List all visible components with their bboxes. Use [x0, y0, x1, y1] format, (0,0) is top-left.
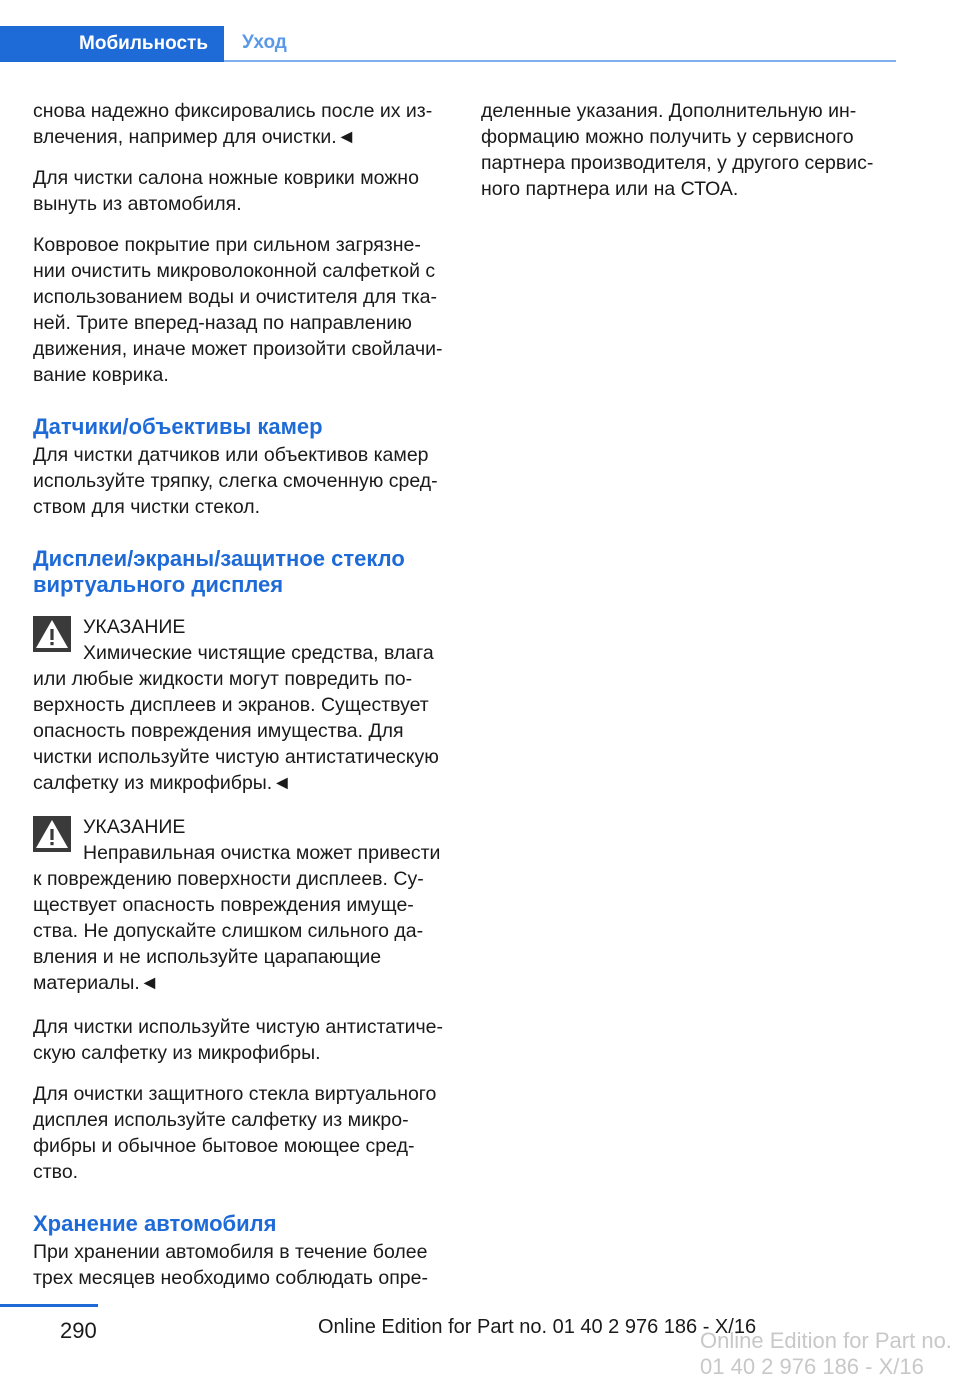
notice-lead: Неправильная очистка может привести: [83, 842, 441, 864]
notice-title: УКАЗАНИЕ: [83, 816, 186, 838]
header: [0, 0, 960, 64]
left-column: [33, 98, 453, 1306]
paragraph: При хранении автомобиля в течение более трех месяцев необходимо соблюдать опре-: [33, 1241, 428, 1289]
section-heading-storage: Хранение автомобиля: [33, 1211, 277, 1236]
tab-care[interactable]: Уход: [224, 26, 896, 62]
notice-body: или любые жидкости могут повредить по-верхность дисплеев и экранов. Существует опасность повреждения имущества. Для чистки используйте чистую антистатическую салфетку из микрофибры.◄: [33, 668, 439, 794]
notice-lead: Химические чистящие средства, влага: [83, 642, 434, 664]
paragraph: Для очистки защитного стекла виртуального дисплея используйте салфетку из микро-фибры и обычное бытовое моющее сред-ство.: [33, 1083, 437, 1183]
paragraph: деленные указания. Дополнительную ин-формацию можно получить у сервисного партнера производителя, у другого сервис-ного партнера или на СТОА.: [481, 100, 874, 200]
notice-block: [33, 614, 453, 796]
right-column: [481, 98, 901, 217]
paragraph: Для чистки салона ножные коврики можно вынуть из автомобиля.: [33, 167, 419, 215]
tab-mobility[interactable]: Мобильность: [0, 26, 224, 62]
notice-body: к повреждению поверхности дисплеев. Су-ществует опасность повреждения имуще-ства. Не допускайте слишком сильного да-вления и не используйте царапающие материалы.◄: [33, 868, 424, 994]
edition-line: Online Edition for Part no. 01 40 2 976 186 - X/16: [318, 1316, 757, 1338]
section-heading-sensors: Датчики/объективы камер: [33, 414, 323, 439]
paragraph: Для чистки используйте чистую антистатиче-скую салфетку из микрофибры.: [33, 1016, 444, 1064]
warning-triangle-icon: [33, 616, 71, 652]
warning-triangle-icon: [33, 816, 71, 852]
notice-block: [33, 814, 453, 996]
footer-rule: [0, 1304, 98, 1307]
watermark: Online Edition for Part no. 01 40 2 976 186 - X/16: [700, 1328, 952, 1379]
notice-title: УКАЗАНИЕ: [83, 616, 186, 638]
paragraph: Для чистки датчиков или объективов камер используйте тряпку, слегка смоченную сред-ством для чистки стекол.: [33, 444, 438, 518]
paragraph: снова надежно фиксировались после их из-влечения, например для очистки.◄: [33, 100, 433, 148]
page-number: 290: [60, 1318, 97, 1343]
paragraph: Ковровое покрытие при сильном загрязне-нии очистить микроволоконной салфеткой с использованием воды и очистителя для тка-ней. Трите вперед-назад по направлению движения, иначе может произойти свойлачи-вание коврика.: [33, 234, 443, 386]
section-heading-displays: Дисплеи/экраны/защитное стекло виртуального дисплея: [33, 546, 405, 597]
